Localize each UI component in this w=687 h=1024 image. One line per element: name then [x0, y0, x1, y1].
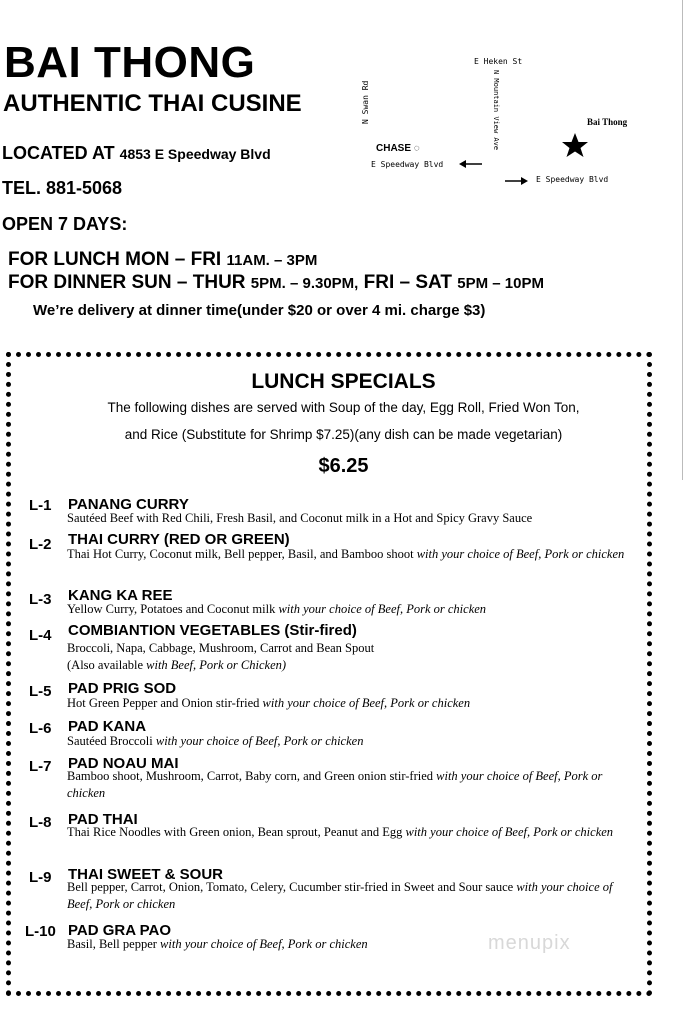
item-description: Broccoli, Napa, Cabbage, Mushroom, Carrot and Bean Spout (Also available with Beef, Pork or Chicken) — [67, 641, 375, 672]
item-name: PAD NOAU MAI — [68, 755, 179, 772]
map-label-mountain: N Mountain View Ave — [492, 70, 500, 151]
address-line — [2, 143, 271, 164]
item-code: L-1 — [29, 497, 52, 514]
specials-title: LUNCH SPECIALS — [251, 370, 436, 393]
item-code: L-3 — [29, 591, 52, 608]
map-label-speedway-left: E Speedway Blvd — [371, 160, 444, 169]
dinner-hours-weekend: 5PM – 10PM — [457, 275, 544, 292]
item-code: L-2 — [29, 536, 52, 553]
arrow-right-icon — [503, 175, 529, 187]
item-code: L-7 — [29, 758, 52, 775]
lunch-label: FOR LUNCH MON – FRI — [8, 249, 222, 270]
item-code: L-10 — [25, 923, 56, 940]
item-code: L-6 — [29, 720, 52, 737]
item-name: PAD PRIG SOD — [68, 680, 177, 697]
map-label-chase: CHASE ◌ — [376, 143, 420, 154]
item-description: Thai Rice Noodles with Green onion, Bean sprout, Peanut and Egg with your choice of Beef, Pork or chicken — [67, 825, 614, 839]
star-icon — [560, 132, 590, 158]
item-description: Basil, Bell pepper with your choice of Beef, Pork or chicken — [67, 937, 368, 951]
restaurant-name: BAI THONG — [4, 38, 256, 87]
lunch-hours-line — [8, 249, 317, 271]
dinner-label-weekend: FRI – SAT — [363, 272, 452, 293]
item-name: THAI SWEET & SOUR — [68, 866, 224, 883]
item-description: Bell pepper, Carrot, Onion, Tomato, Celery, Cucumber stir-fried in Sweet and Sour sauce with your choice of Beef, Pork or chicken — [67, 880, 613, 911]
open-days: OPEN 7 DAYS: — [2, 214, 128, 234]
item-code: L-4 — [29, 627, 52, 644]
delivery-note: We’re delivery at dinner time(under $20 or over 4 mi. charge $3) — [33, 302, 486, 319]
item-name: KANG KA REE — [68, 587, 173, 604]
specials-price: $6.25 — [318, 455, 369, 477]
phone: TEL. 881-5068 — [2, 178, 123, 198]
item-description: Sautéed Broccoli with your choice of Beef, Pork or chicken — [67, 734, 364, 748]
specials-description-2: and Rice (Substitute for Shrimp $7.25)(any dish can be made vegetarian) — [124, 427, 563, 442]
dinner-hours-line — [8, 272, 544, 294]
map-label-heken: E Heken St — [474, 57, 523, 66]
item-name: PAD THAI — [68, 811, 138, 828]
watermark: menupix — [488, 932, 571, 954]
item-description: Sautéed Beef with Red Chili, Fresh Basil, and Coconut milk in a Hot and Spicy Gravy Sauce — [67, 511, 533, 525]
address: 4853 E Speedway Blvd — [119, 146, 271, 162]
dinner-hours-weekday: 5PM. – 9.30PM, — [250, 275, 359, 292]
map-label-bai-thong: Bai Thong — [587, 117, 628, 127]
specials-description-1: The following dishes are served with Soup of the day, Egg Roll, Fried Won Ton, — [107, 400, 580, 415]
item-code: L-8 — [29, 814, 52, 831]
item-description: Yellow Curry, Potatoes and Coconut milk with your choice of Beef, Pork or chicken — [67, 602, 487, 616]
map-label-speedway-right: E Speedway Blvd — [536, 175, 609, 184]
item-code: L-9 — [29, 869, 52, 886]
arrow-left-icon — [458, 158, 484, 170]
item-code: L-5 — [29, 683, 52, 700]
item-name: THAI CURRY (RED OR GREEN) — [68, 531, 290, 548]
dinner-label: FOR DINNER SUN – THUR — [8, 272, 246, 293]
item-description: Bamboo shoot, Mushroom, Carrot, Baby corn, and Green onion stir-fried with your choice of Beef, Pork or chicken — [67, 769, 603, 800]
lunch-hours: 11AM. – 3PM — [226, 252, 318, 269]
map-label-swan: N Swan Rd — [361, 80, 370, 124]
chase-logo-icon: ◌ — [411, 143, 420, 154]
item-name: PAD GRA PAO — [68, 922, 172, 939]
located-label: LOCATED AT — [2, 143, 115, 163]
item-description: Hot Green Pepper and Onion stir-fried with your choice of Beef, Pork or chicken — [67, 696, 471, 710]
item-name: PANANG CURRY — [68, 496, 189, 513]
tagline: AUTHENTIC THAI CUSINE — [3, 90, 302, 117]
item-name: PAD KANA — [68, 718, 147, 735]
item-description: Thai Hot Curry, Coconut milk, Bell pepper, Basil, and Bamboo shoot with your choice of Beef, Pork or chicken — [67, 547, 625, 561]
item-name: COMBIANTION VEGETABLES (Stir-fired) — [68, 622, 357, 639]
